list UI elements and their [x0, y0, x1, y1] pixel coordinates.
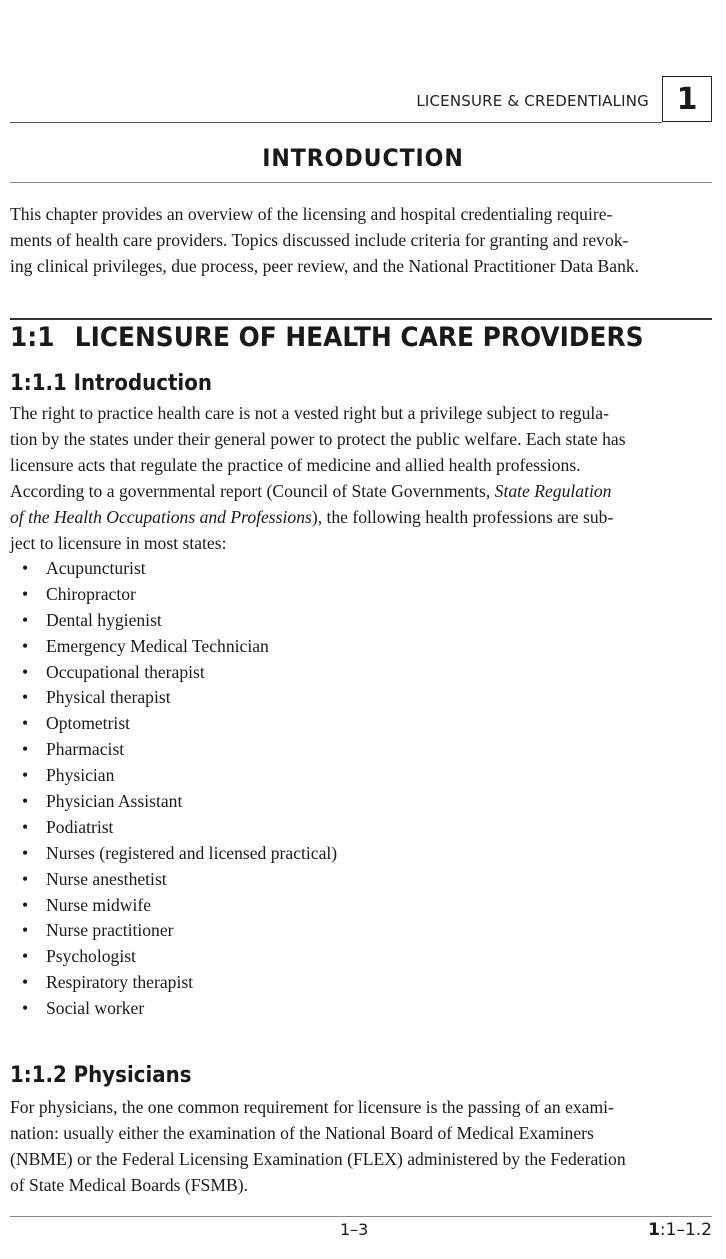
list-item	[22, 582, 337, 608]
list-item-text: Nurse anesthetist	[46, 868, 167, 889]
running-header-title: LICENSURE & CREDENTIALING	[416, 92, 649, 110]
paragraph-line: The right to practice health care is not a vested right but a privilege subject to regula-	[10, 403, 609, 423]
list-item	[22, 918, 337, 944]
bullet-icon: •	[22, 791, 29, 812]
paragraph-line: For physicians, the one common requirement for licensure is the passing of an exami-	[10, 1097, 614, 1117]
paragraph-line	[10, 504, 712, 530]
list-item-text: Occupational therapist	[46, 661, 205, 682]
paragraph-line: (NBME) or the Federal Licensing Examination (FLEX) administered by the Federation	[10, 1149, 626, 1169]
list-item	[22, 634, 337, 660]
intro-line: This chapter provides an overview of the licensing and hospital credentialing require-	[10, 204, 613, 224]
bullet-icon: •	[22, 661, 29, 682]
list-item-text: Optometrist	[46, 713, 131, 734]
bullet-icon: •	[22, 583, 29, 604]
list-item	[22, 685, 337, 711]
list-item	[22, 556, 337, 582]
list-item	[22, 841, 337, 867]
bullet-icon: •	[22, 946, 29, 967]
bullet-icon: •	[22, 765, 29, 786]
page-number: 1–3	[340, 1220, 369, 1239]
footer-range: :1–1.2	[659, 1220, 712, 1240]
list-item	[22, 867, 337, 893]
list-item-text: Nurse midwife	[46, 894, 152, 915]
list-item	[22, 815, 337, 841]
intro-line: ing clinical privileges, due process, peer review, and the National Practitioner Data Bank.	[10, 256, 640, 276]
footer-chapter: 1	[648, 1220, 660, 1240]
subsection-paragraph	[10, 400, 712, 556]
bullet-icon: •	[22, 920, 29, 941]
line-text: ), the following health professions are sub-	[311, 507, 614, 527]
list-item-text: Physician Assistant	[46, 791, 183, 812]
list-item	[22, 763, 337, 789]
paragraph-line: tion by the states under their general power to protect the public welfare. Each state has	[10, 429, 626, 449]
intro-line: ments of health care providers. Topics discussed include criteria for granting and revok-	[10, 230, 629, 250]
intro-heading: INTRODUCTION	[262, 144, 464, 172]
list-item-text: Nurse practitioner	[46, 920, 174, 941]
subsection-heading-introduction: 1:1.1 Introduction	[10, 371, 212, 396]
profession-list	[22, 556, 337, 1022]
list-item	[22, 737, 337, 763]
bullet-icon: •	[22, 558, 29, 578]
bullet-icon: •	[22, 687, 29, 708]
paragraph-line	[10, 478, 712, 504]
list-item-text: Dental hygienist	[46, 609, 162, 630]
list-item-text: Emergency Medical Technician	[46, 635, 269, 656]
bullet-icon: •	[22, 609, 29, 630]
list-item	[22, 660, 337, 686]
bullet-icon: •	[22, 713, 29, 734]
paragraph-line: licensure acts that regulate the practice of medicine and allied health professions.	[10, 455, 581, 475]
footer-rule	[10, 1216, 712, 1217]
chapter-number-box: 1	[662, 76, 712, 122]
report-title-italic: of the Health Occupations and Professions	[10, 507, 312, 527]
subsection-heading-physicians: 1:1.2 Physicians	[10, 1063, 192, 1088]
list-item-text: Nurses (registered and licensed practical)	[46, 842, 338, 863]
list-item	[22, 893, 337, 919]
list-item-text: Pharmacist	[46, 739, 125, 760]
bullet-icon: •	[22, 998, 29, 1019]
bullet-icon: •	[22, 972, 29, 993]
list-item-text: Chiropractor	[46, 583, 136, 604]
bullet-icon: •	[22, 635, 29, 656]
report-title-italic: State Regulation	[494, 481, 612, 501]
bullet-icon: •	[22, 868, 29, 889]
section-number: 1:1	[10, 322, 55, 353]
section-heading	[10, 322, 643, 353]
bullet-icon: •	[22, 816, 29, 837]
bullet-icon: •	[22, 842, 29, 863]
list-item-text: Respiratory therapist	[46, 972, 194, 993]
paragraph-line: nation: usually either the examination of the National Board of Medical Examiners	[10, 1123, 594, 1143]
physicians-paragraph	[10, 1094, 712, 1198]
list-item	[22, 970, 337, 996]
list-item	[22, 944, 337, 970]
paragraph-line: ject to licensure in most states:	[10, 533, 227, 553]
list-item	[22, 608, 337, 634]
header-rule	[10, 122, 662, 123]
list-item-text: Psychologist	[46, 946, 136, 967]
list-item-text: Physician	[46, 765, 115, 786]
list-item	[22, 711, 337, 737]
list-item-text: Acupuncturist	[46, 558, 146, 578]
line-text: According to a governmental report (Council of State Governments,	[10, 481, 495, 501]
bullet-icon: •	[22, 739, 29, 760]
section-rule	[10, 318, 712, 320]
list-item	[22, 996, 337, 1022]
footer-section-range	[648, 1220, 712, 1240]
list-item-text: Podiatrist	[46, 816, 114, 837]
list-item	[22, 789, 337, 815]
bullet-icon: •	[22, 894, 29, 915]
paragraph-line: of State Medical Boards (FSMB).	[10, 1175, 248, 1195]
intro-paragraph	[10, 201, 712, 279]
intro-rule	[10, 182, 712, 183]
section-title: LICENSURE OF HEALTH CARE PROVIDERS	[74, 322, 644, 353]
list-item-text: Social worker	[46, 998, 145, 1019]
list-item-text: Physical therapist	[46, 687, 171, 708]
